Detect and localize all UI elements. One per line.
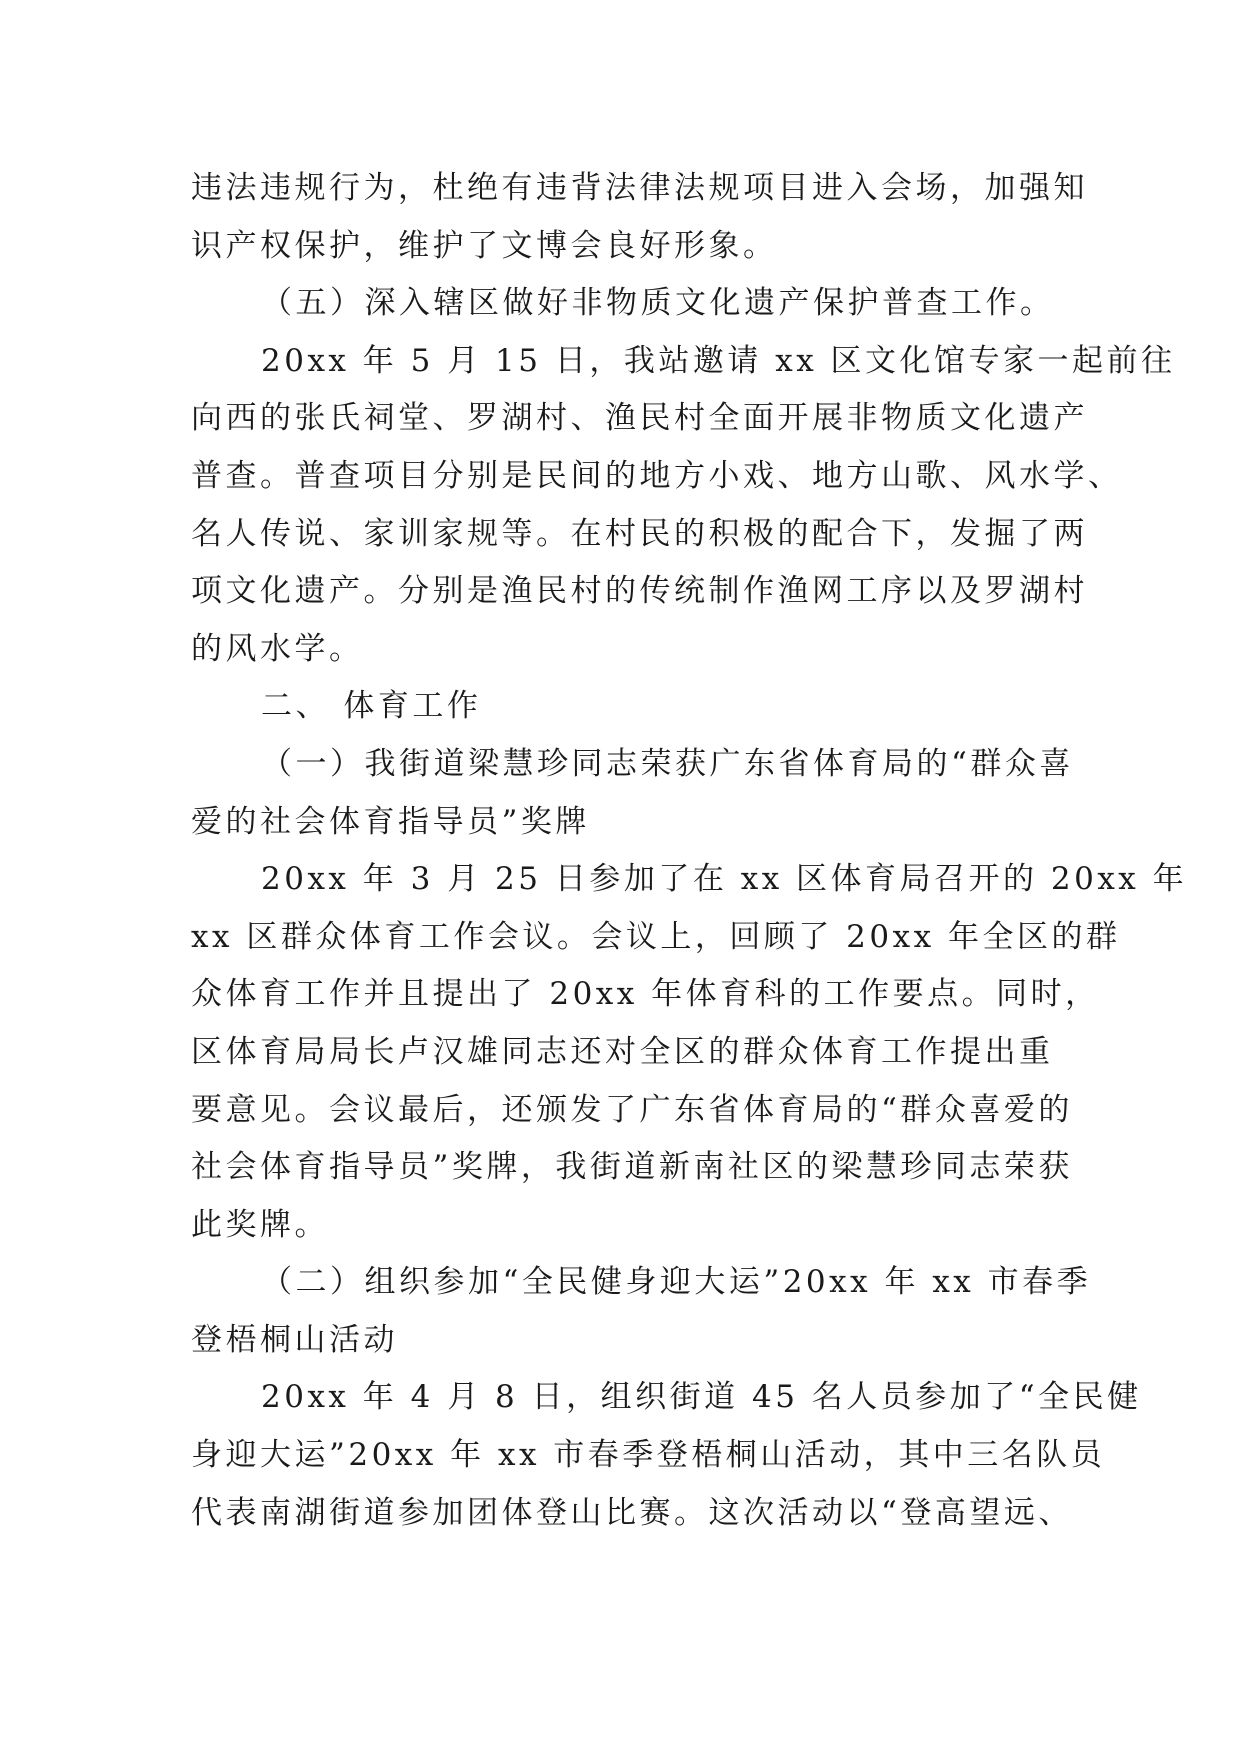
section-heading: （五）深入辖区做好非物质文化遗产保护普查工作。 <box>261 285 1055 322</box>
section-heading: （二）组织参加“全民健身迎大运”20xx 年 xx 市春季 <box>261 1264 1092 1301</box>
text-line: 身迎大运”20xx 年 xx 市春季登梧桐山活动，其中三名队员 <box>191 1437 1106 1474</box>
text-line: 此奖牌。 <box>191 1206 329 1243</box>
chapter-heading: 二、 体育工作 <box>261 688 482 725</box>
section-heading: （一）我街道梁慧珍同志荣获广东省体育局的“群众喜 <box>261 745 1074 782</box>
text-line: 代表南湖街道参加团体登山比赛。这次活动以“登高望远、 <box>191 1494 1073 1531</box>
text-line: 识产权保护，维护了文博会良好形象。 <box>191 227 778 264</box>
document-body <box>191 160 1188 1542</box>
text-line: 名人传说、家训家规等。在村民的积极的配合下，发掘了两 <box>191 515 1088 552</box>
text-line: 的风水学。 <box>191 630 364 667</box>
text-line: 普查。普查项目分别是民间的地方小戏、地方山歌、风水学、 <box>191 457 1123 494</box>
text-line: 违法违规行为，杜绝有违背法律法规项目进入会场，加强知 <box>191 170 1088 206</box>
text-line: 项文化遗产。分别是渔民村的传统制作渔网工序以及罗湖村 <box>191 573 1088 610</box>
paragraph-start: 20xx 年 5 月 15 日，我站邀请 xx 区文化馆专家一起前往 <box>261 342 1176 379</box>
text-line: xx 区群众体育工作会议。会议上，回顾了 20xx 年全区的群 <box>191 918 1121 955</box>
paragraph-start: 20xx 年 4 月 8 日，组织街道 45 名人员参加了“全民健 <box>261 1379 1142 1416</box>
paragraph-start: 20xx 年 3 月 25 日参加了在 xx 区体育局召开的 20xx 年 <box>261 861 1188 898</box>
text-line: 爱的社会体育指导员”奖牌 <box>191 803 590 840</box>
text-line: 社会体育指导员”奖牌，我街道新南社区的梁慧珍同志荣获 <box>191 1149 1073 1186</box>
text-line: 要意见。会议最后，还颁发了广东省体育局的“群众喜爱的 <box>191 1091 1073 1128</box>
text-line: 区体育局局长卢汉雄同志还对全区的群众体育工作提出重 <box>191 1033 1054 1070</box>
text-line: 登梧桐山活动 <box>191 1321 398 1358</box>
text-line: 众体育工作并且提出了 20xx 年体育科的工作要点。同时， <box>191 976 1100 1013</box>
text-line: 向西的张氏祠堂、罗湖村、渔民村全面开展非物质文化遗产 <box>191 400 1088 437</box>
